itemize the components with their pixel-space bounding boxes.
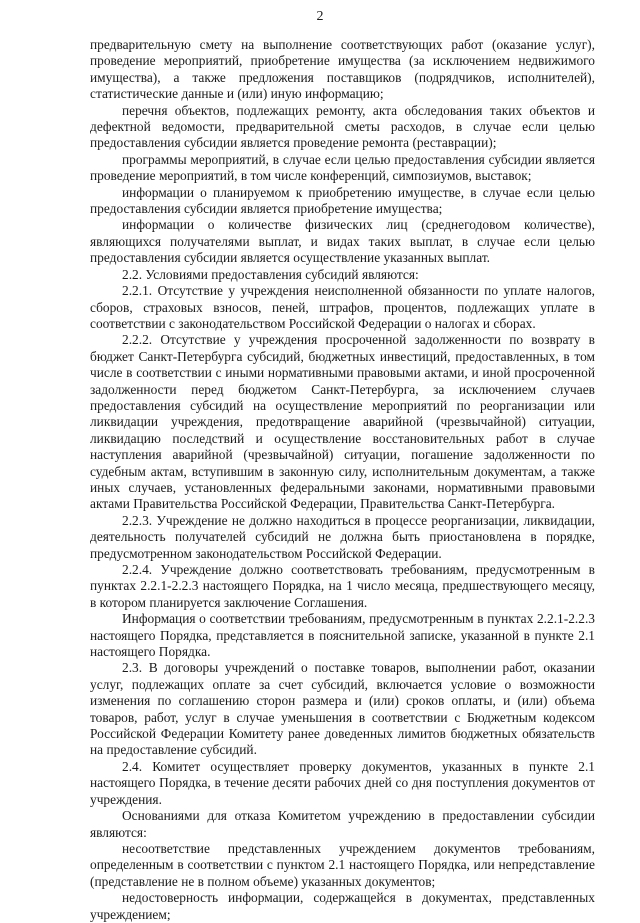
paragraph-inaccuracy: недостоверность информации, содержащейся в документах, представленных учреждением; [90,890,595,922]
paragraph-property-info: информации о планируемом к приобретению имуществе, в случае если целью предоставления субсидии является приобретение имущества; [90,184,595,217]
paragraph-compliance-info: Информация о соответствии требованиям, предусмотренным в пунктах 2.2.1-2.2.3 настоящего Порядка, представляется в пояснительной записке, указанной в пункте 2.1 настоящего Порядка. [90,611,595,660]
paragraph-repair-objects: перечня объектов, подлежащих ремонту, акта обследования таких объектов и дефектной ведомости, предварительной сметы расходов, в случае если целью предоставления субсидии является проведение ремонта (реставрации); [90,102,595,151]
clause-2-2-4: 2.2.4. Учреждение должно соответствовать требованиям, предусмотренным в пунктах 2.2.1-2.2.3 настоящего Порядка, на 1 число месяца, предшествующего месяцу, в котором планируется заключение Соглашения. [90,562,595,610]
clause-2-2-2: 2.2.2. Отсутствие у учреждения просроченной задолженности по возврату в бюджет Санкт-Петербурга субсидий, бюджетных инвестиций, предоставленных, в том числе в соответствии с иными нормативными правовыми актами, и иной просроченной задолженности перед бюджетом Санкт-Петербурга, за исключением случаев предоставления субсидий на осуществление мероприятий по реорганизации или ликвидации учреждения, предотвращение аварийной (чрезвычайной) ситуации, ликвидацию последствий и осуществление восстановительных работ в случае наступления аварийной (чрезвычайной) ситуации, погашение задолженности по судебным актам, вступившим в законную силу, исполнительным документам, а также иных случаев, установленных федеральными законами, нормативными правовыми актами Правительства Российской Федерации, Правительства Санкт-Петербурга. [90,332,595,512]
paragraph-noncompliance: несоответствие представленных учреждением документов требованиям, определенным в соответствии с пунктом 2.1 настоящего Порядка, или непредставление (представление не в полном объеме) указанных документов; [90,840,595,889]
paragraph-event-program: программы мероприятий, в случае если целью предоставления субсидии является проведение мероприятий, в том числе конференций, симпозиумов, выставок; [90,151,595,184]
clause-2-3: 2.3. В договоры учреждений о поставке товаров, выполнении работ, оказании услуг, подлежащих оплате за счет субсидий, включается условие о возможности изменения по соглашению сторон размера и (или) сроков оплаты, и (или) объема товаров, работ, услуг в случае уменьшения в соответствии с Бюджетным кодексом Российской Федерации Комитету ранее доведенных лимитов бюджетных обязательств на предоставление субсидий. [90,660,595,758]
clause-2-4: 2.4. Комитет осуществляет проверку документов, указанных в пункте 2.1 настоящего Порядка, в течение десяти рабочих дней со дня поступления документов от учреждения. [90,758,595,807]
paragraph-documents-continuation: предварительную смету на выполнение соответствующих работ (оказание услуг), проведение мероприятий, приобретение имущества (за исключением недвижимого имущества), а также предложения поставщиков (подрядчиков, исполнителей), статистические данные и (или) иную информацию; [90,37,595,102]
page-number: 2 [316,9,324,24]
paragraph-refusal-grounds: Основаниями для отказа Комитетом учреждению в предоставлении субсидии являются: [90,808,595,840]
document-body [90,37,595,923]
clause-2-2-1: 2.2.1. Отсутствие у учреждения неисполненной обязанности по уплате налогов, сборов, страховых взносов, пеней, штрафов, процентов, подлежащих уплате в соответствии с законодательством Российской Федерации о налогах и сборах. [90,283,595,331]
clause-2-2-heading: 2.2. Условиями предоставления субсидий являются: [122,266,419,282]
paragraph-individuals-info: информации о количестве физических лиц (среднегодовом количестве), являющихся получателями выплат, и видах таких выплат, в случае если целью предоставления субсидии является осуществление указанных выплат. [90,217,595,266]
clause-2-2-3: 2.2.3. Учреждение не должно находиться в процессе реорганизации, ликвидации, деятельность получателей субсидий не должна быть приостановлена в порядке, предусмотренном законодательством Российской Федерации. [90,512,595,561]
